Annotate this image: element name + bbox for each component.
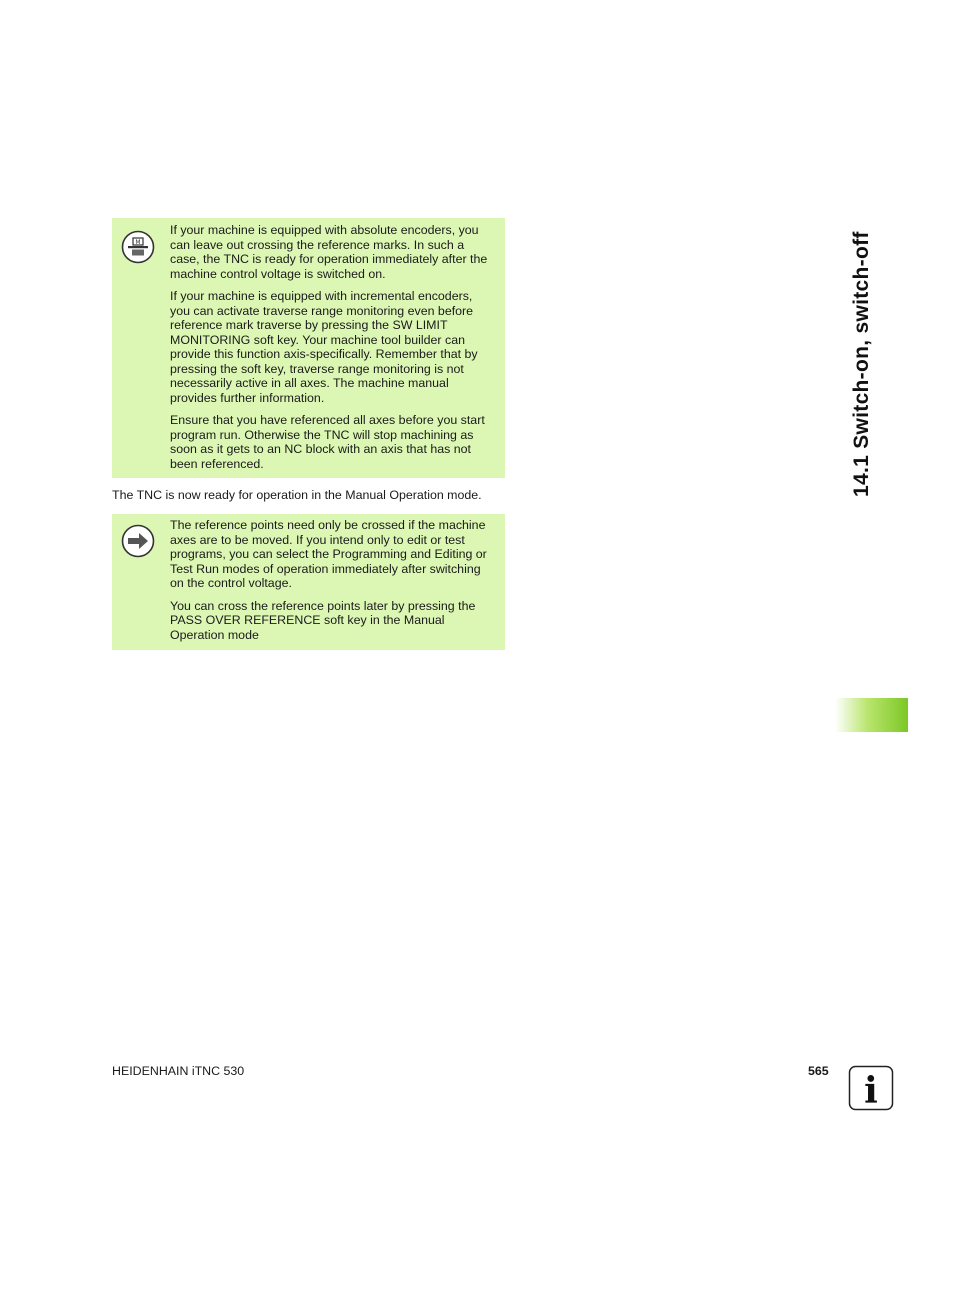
tip-note-box xyxy=(112,514,505,650)
section-title: 14.1 Switch-on, switch-off xyxy=(850,231,873,497)
svg-text:i: i xyxy=(864,1070,878,1111)
note-paragraph: If your machine is equipped with incremental encoders, you can activate traverse range monitoring even before reference mark traverse by pressing the SW LIMIT MONITORING soft key. Your machine tool builder can provide this function axis-specifically. Remember that by pressing the soft key, traverse range monitoring is not necessarily active in all axes. The machine manual provides further information. xyxy=(170,289,478,405)
info-icon xyxy=(848,1065,894,1111)
footer-product: HEIDENHAIN iTNC 530 xyxy=(112,1064,245,1078)
arrow-right-icon xyxy=(121,524,155,558)
note-paragraph: The reference points need only be crossed if the machine axes are to be moved. If you intend only to edit or test programs, you can select the Programming and Editing or Test Run modes of operation immediately after switching on the control voltage. xyxy=(170,518,487,590)
page-number: 565 xyxy=(808,1064,829,1078)
note-paragraph: You can cross the reference points later by pressing the PASS OVER REFERENCE soft key in the Manual Operation mode xyxy=(170,598,476,642)
note-paragraph: Ensure that you have referenced all axes before you start program run. Otherwise the TNC will stop machining as soon as it gets to an NC block with an axis that has not been referenced. xyxy=(170,413,485,471)
note-paragraph: If your machine is equipped with absolute encoders, you can leave out crossing the reference marks. In such a case, the TNC is ready for operation immediately after the machine control voltage is switched on. xyxy=(170,223,488,281)
machine-note-box xyxy=(112,218,505,478)
machine-dependent-icon xyxy=(121,230,155,264)
svg-text:M: M xyxy=(135,239,141,246)
chapter-thumb-tab xyxy=(835,698,908,732)
body-text: The TNC is now ready for operation in the Manual Operation mode. xyxy=(112,488,482,502)
